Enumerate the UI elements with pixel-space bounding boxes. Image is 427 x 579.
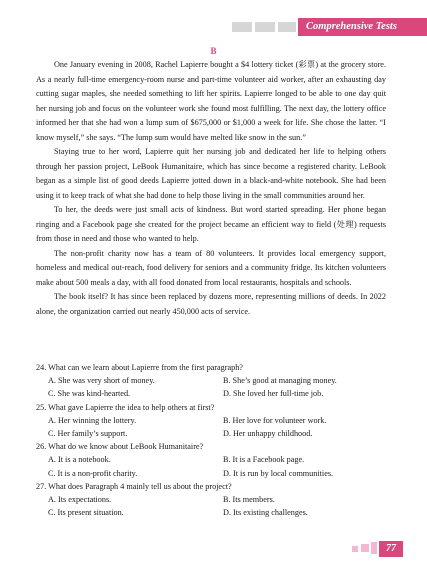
option-b: B. Her love for volunteer work. bbox=[223, 415, 327, 425]
option-d: D. Her unhappy childhood. bbox=[223, 429, 313, 439]
option-row bbox=[36, 414, 386, 427]
page-number: 77 bbox=[379, 541, 403, 557]
question-stem: 27. What does Paragraph 4 mainly tell us about the project? bbox=[36, 481, 232, 491]
question-27 bbox=[36, 480, 386, 520]
option-c: C. She was kind-hearted. bbox=[48, 389, 131, 399]
section-label: B bbox=[210, 46, 217, 56]
question-26 bbox=[36, 440, 386, 480]
question-list bbox=[36, 361, 386, 519]
option-row bbox=[36, 467, 386, 480]
option-d: D. Its existing challenges. bbox=[223, 508, 308, 518]
question-stem: 26. What do we know about LeBook Humanitaire? bbox=[36, 442, 204, 452]
header-title: Comprehensive Tests bbox=[298, 18, 427, 36]
option-row bbox=[36, 506, 386, 519]
header-decor-block bbox=[278, 22, 296, 32]
question-25 bbox=[36, 401, 386, 441]
passage-paragraph: One January evening in 2008, Rachel Lapierre bought a $4 lottery ticket (彩票) at the grocery store. As a nearly full-time emergency-room nurse and part-time volunteer aid worker, after an exhausting day cutting sugar maples, she needed something to lift her spirits. Lapierre longed to be able to one day quit her nursing job and focus on the volunteer work she found most fulfilling. The next day, the lottery office informed her that she had won a lump sum of $675,000 or $1,000 a week for life. She chose the latter. “I know myself,” she says. “The lump sum would have melted like snow in the sun.” bbox=[36, 60, 386, 142]
question-24 bbox=[36, 361, 386, 401]
option-row bbox=[36, 374, 386, 387]
option-row bbox=[36, 427, 386, 440]
header-decor-block bbox=[255, 22, 275, 32]
reading-passage bbox=[36, 58, 386, 319]
footer-decor-square bbox=[361, 544, 369, 552]
option-d: D. She loved her full-time job. bbox=[223, 389, 324, 399]
passage-paragraph: Staying true to her word, Lapierre quit her nursing job and dedicated her life to helping others through her passion project, LeBook Humanitaire, which has since become a registered charity. LeBook began as a simple list of good deeds Lapierre jotted down in a black-and-white notebook. She had been using it to keep track of what she had done to help those living in the small communities around her. bbox=[36, 147, 386, 200]
option-a: A. It is a notebook. bbox=[48, 455, 111, 465]
passage-paragraph: The book itself? It has since been replaced by dozens more, representing millions of deeds. In 2022 alone, the organization carried out nearly 450,000 acts of service. bbox=[36, 292, 386, 316]
option-b: B. She’s good at managing money. bbox=[223, 376, 337, 386]
passage-paragraph: To her, the deeds were just small acts of kindness. But word started spreading. Her phone began ringing and a Facebook page she created for the project became an efficient way to field (处理) requests from those in need and those who wanted to help. bbox=[36, 205, 386, 243]
option-a: A. She was very short of money. bbox=[48, 376, 155, 386]
passage-paragraph: The non-profit charity now has a team of 80 volunteers. It provides local emergency support, homeless and medical out-reach, food delivery for seniors and a community fridge. Its kitchen volunteers make about 500 meals a day, with all food donated from local restaurants, hospitals and schools. bbox=[36, 248, 386, 287]
question-stem: 24. What can we learn about Lapierre from the first paragraph? bbox=[36, 363, 243, 372]
option-d: D. It is run by local communities. bbox=[223, 468, 334, 478]
option-row bbox=[36, 453, 386, 466]
option-row bbox=[36, 493, 386, 506]
header-decor-block bbox=[232, 22, 252, 32]
footer-decor-square bbox=[352, 546, 358, 552]
option-b: B. Its members. bbox=[223, 495, 275, 505]
option-a: A. Its expectations. bbox=[48, 495, 112, 505]
option-c: C. Her family’s support. bbox=[48, 429, 128, 439]
option-c: C. It is a non-profit charity. bbox=[48, 468, 138, 478]
option-a: A. Her winning the lottery. bbox=[48, 415, 137, 425]
option-c: C. Its present situation. bbox=[48, 508, 124, 518]
question-stem: 25. What gave Lapierre the idea to help others at first? bbox=[36, 402, 215, 412]
footer-decor-square bbox=[371, 542, 377, 554]
option-b: B. It is a Facebook page. bbox=[223, 455, 305, 465]
page-header bbox=[0, 18, 427, 36]
option-row bbox=[36, 387, 386, 400]
